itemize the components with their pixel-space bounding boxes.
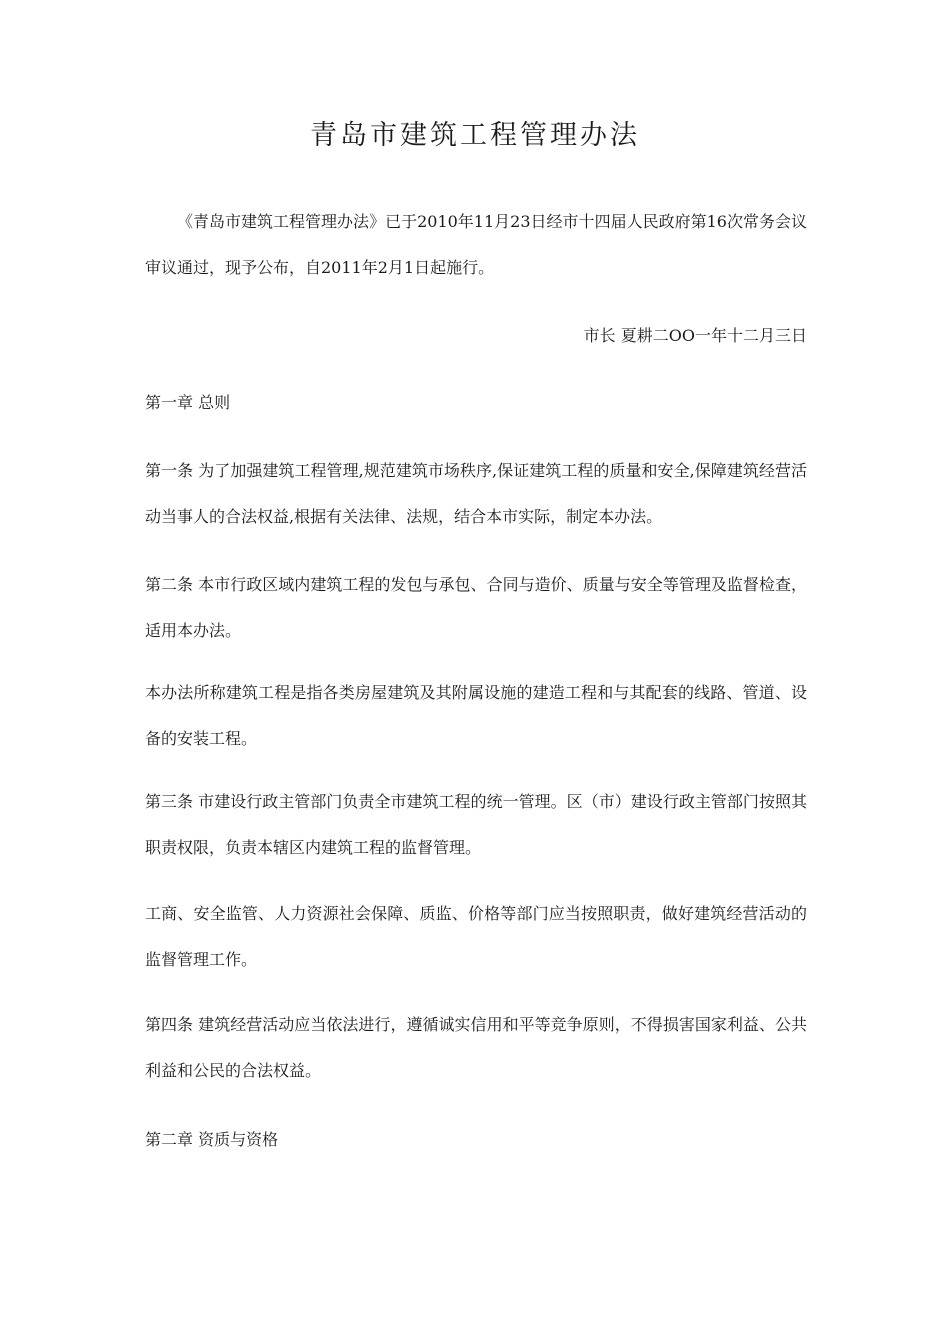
- article-2: 第二条 本市行政区域内建筑工程的发包与承包、合同与造价、质量与安全等管理及监督检查，适用本办法。: [145, 575, 807, 640]
- article-1: 第一条 为了加强建筑工程管理,规范建筑市场秩序,保证建筑工程的质量和安全,保障建筑经营活动当事人的合法权益,根据有关法律、法规，结合本市实际，制定本办法。: [145, 461, 807, 526]
- chapter-heading-1: 第一章 总则: [145, 393, 231, 412]
- article-3: 第三条 市建设行政主管部门负责全市建筑工程的统一管理。区（市）建设行政主管部门按照其职责权限，负责本辖区内建筑工程的监督管理。: [145, 792, 807, 857]
- chapter-heading-2: 第二章 资质与资格: [145, 1130, 279, 1149]
- article-4: 第四条 建筑经营活动应当依法进行，遵循诚实信用和平等竞争原则，不得损害国家利益、公共利益和公民的合法权益。: [145, 1015, 807, 1080]
- document-title: 青岛市建筑工程管理办法: [310, 120, 640, 151]
- signature-line: 市长 夏耕二OO一年十二月三日: [583, 326, 807, 345]
- preamble-paragraph: 《青岛市建筑工程管理办法》已于2010年11月23日经市十四届人民政府第16次常务会议审议通过，现予公布，自2011年2月1日起施行。: [145, 212, 807, 277]
- article-3-paragraph-2: 工商、安全监管、人力资源社会保障、质监、价格等部门应当按照职责，做好建筑经营活动的监督管理工作。: [145, 904, 807, 969]
- article-2-paragraph-2: 本办法所称建筑工程是指各类房屋建筑及其附属设施的建造工程和与其配套的线路、管道、设备的安装工程。: [145, 683, 807, 748]
